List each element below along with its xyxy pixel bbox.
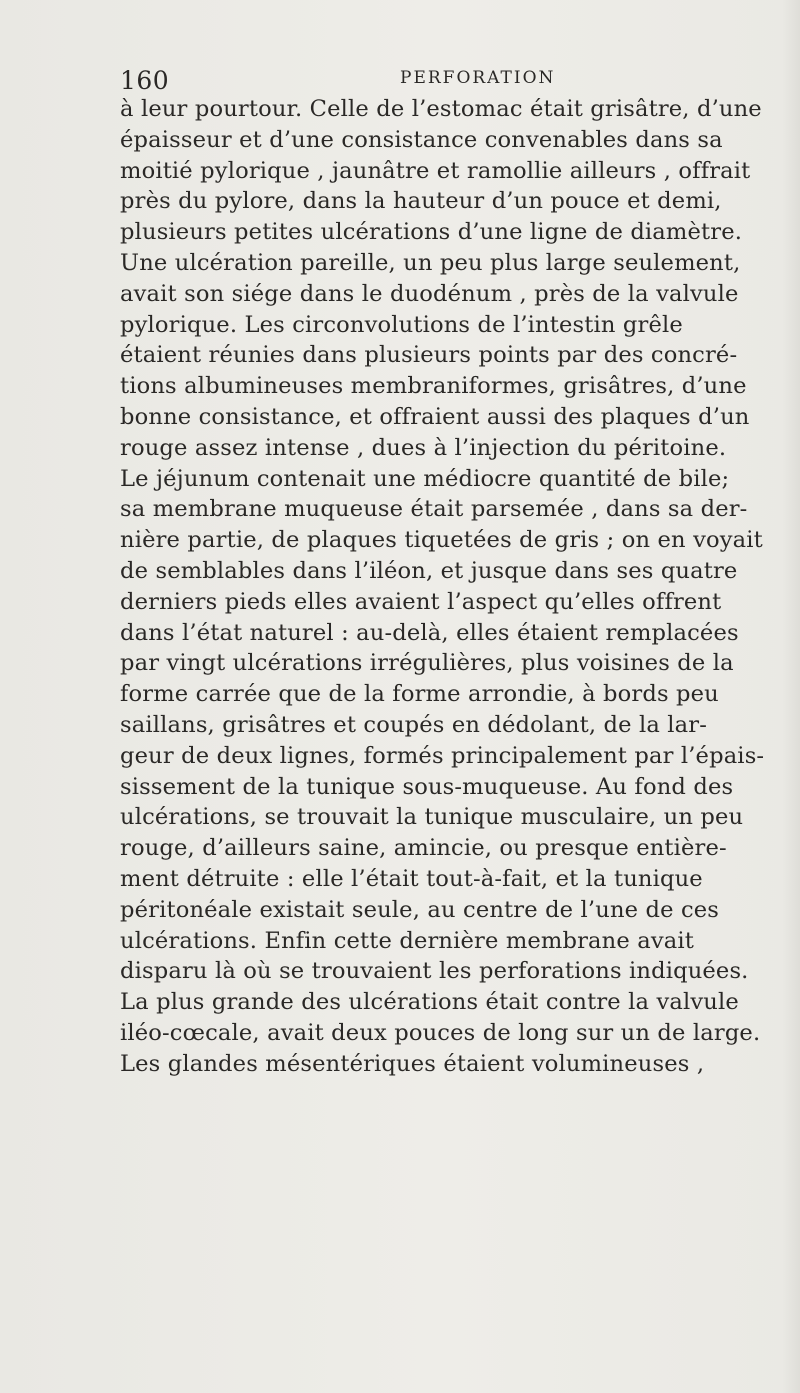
text-line: Une ulcération pareille, un peu plus large seulement,	[120, 249, 741, 276]
text-line: Les glandes mésentériques étaient volumineuses ,	[120, 1050, 705, 1077]
text-line: rouge, d’ailleurs saine, amincie, ou presque entière-	[120, 835, 727, 862]
text-line: par vingt ulcérations irrégulières, plus voisines de la	[120, 650, 734, 677]
text-line: péritonéale existait seule, au centre de l’une de ces	[120, 896, 720, 923]
text-line: ment détruite : elle l’était tout-à-fait, et la tunique	[120, 865, 703, 892]
page-number: 160	[120, 66, 170, 95]
text-line: sa membrane muqueuse était parsemée , dans sa der-	[120, 496, 748, 523]
text-line: ulcérations, se trouvait la tunique musculaire, un peu	[120, 804, 744, 831]
text-line: geur de deux lignes, formés principalement par l’épais-	[120, 742, 765, 769]
text-line: derniers pieds elles avaient l’aspect qu’elles offrent	[120, 588, 722, 615]
text-line: nière partie, de plaques tiquetées de gris ; on en voyait	[120, 527, 763, 554]
text-line: bonne consistance, et offraient aussi des plaques d’un	[120, 403, 750, 430]
text-line: avait son siége dans le duodénum , près de la valvule	[120, 280, 739, 307]
running-title: PERFORATION	[400, 68, 556, 88]
text-line: épaisseur et d’une consistance convenables dans sa	[120, 126, 723, 153]
body-text	[120, 94, 770, 1080]
text-line: saillans, grisâtres et coupés en dédolant, de la lar-	[120, 711, 708, 738]
text-line: dans l’état naturel : au-delà, elles étaient remplacées	[120, 619, 739, 646]
text-line: sissement de la tunique sous-muqueuse. Au fond des	[120, 773, 734, 800]
text-line: de semblables dans l’iléon, et jusque dans ses quatre	[120, 557, 738, 584]
text-line: La plus grande des ulcérations était contre la valvule	[120, 989, 739, 1016]
text-line: disparu là où se trouvaient les perforations indiquées.	[120, 958, 749, 985]
text-line: tions albumineuses membraniformes, grisâtres, d’une	[120, 373, 747, 400]
text-line: ulcérations. Enfin cette dernière membrane avait	[120, 927, 694, 954]
text-line: forme carrée que de la forme arrondie, à bords peu	[120, 681, 719, 708]
text-line: Le jéjunum contenait une médiocre quantité de bile;	[120, 465, 730, 492]
text-line: moitié pylorique , jaunâtre et ramollie ailleurs , offrait	[120, 157, 751, 184]
text-line: pylorique. Les circonvolutions de l’intestin grêle	[120, 311, 683, 338]
text-line: plusieurs petites ulcérations d’une ligne de diamètre.	[120, 219, 743, 246]
text-line: à leur pourtour. Celle de l’estomac était grisâtre, d’une	[120, 96, 762, 122]
text-line: rouge assez intense , dues à l’injection du péritoine.	[120, 434, 727, 461]
text-line: étaient réunies dans plusieurs points par des concré-	[120, 342, 738, 369]
text-line: près du pylore, dans la hauteur d’un pouce et demi,	[120, 188, 722, 215]
page-edge-shadow	[782, 0, 800, 1393]
text-line: iléo-cœcale, avait deux pouces de long sur un de large.	[120, 1019, 761, 1046]
